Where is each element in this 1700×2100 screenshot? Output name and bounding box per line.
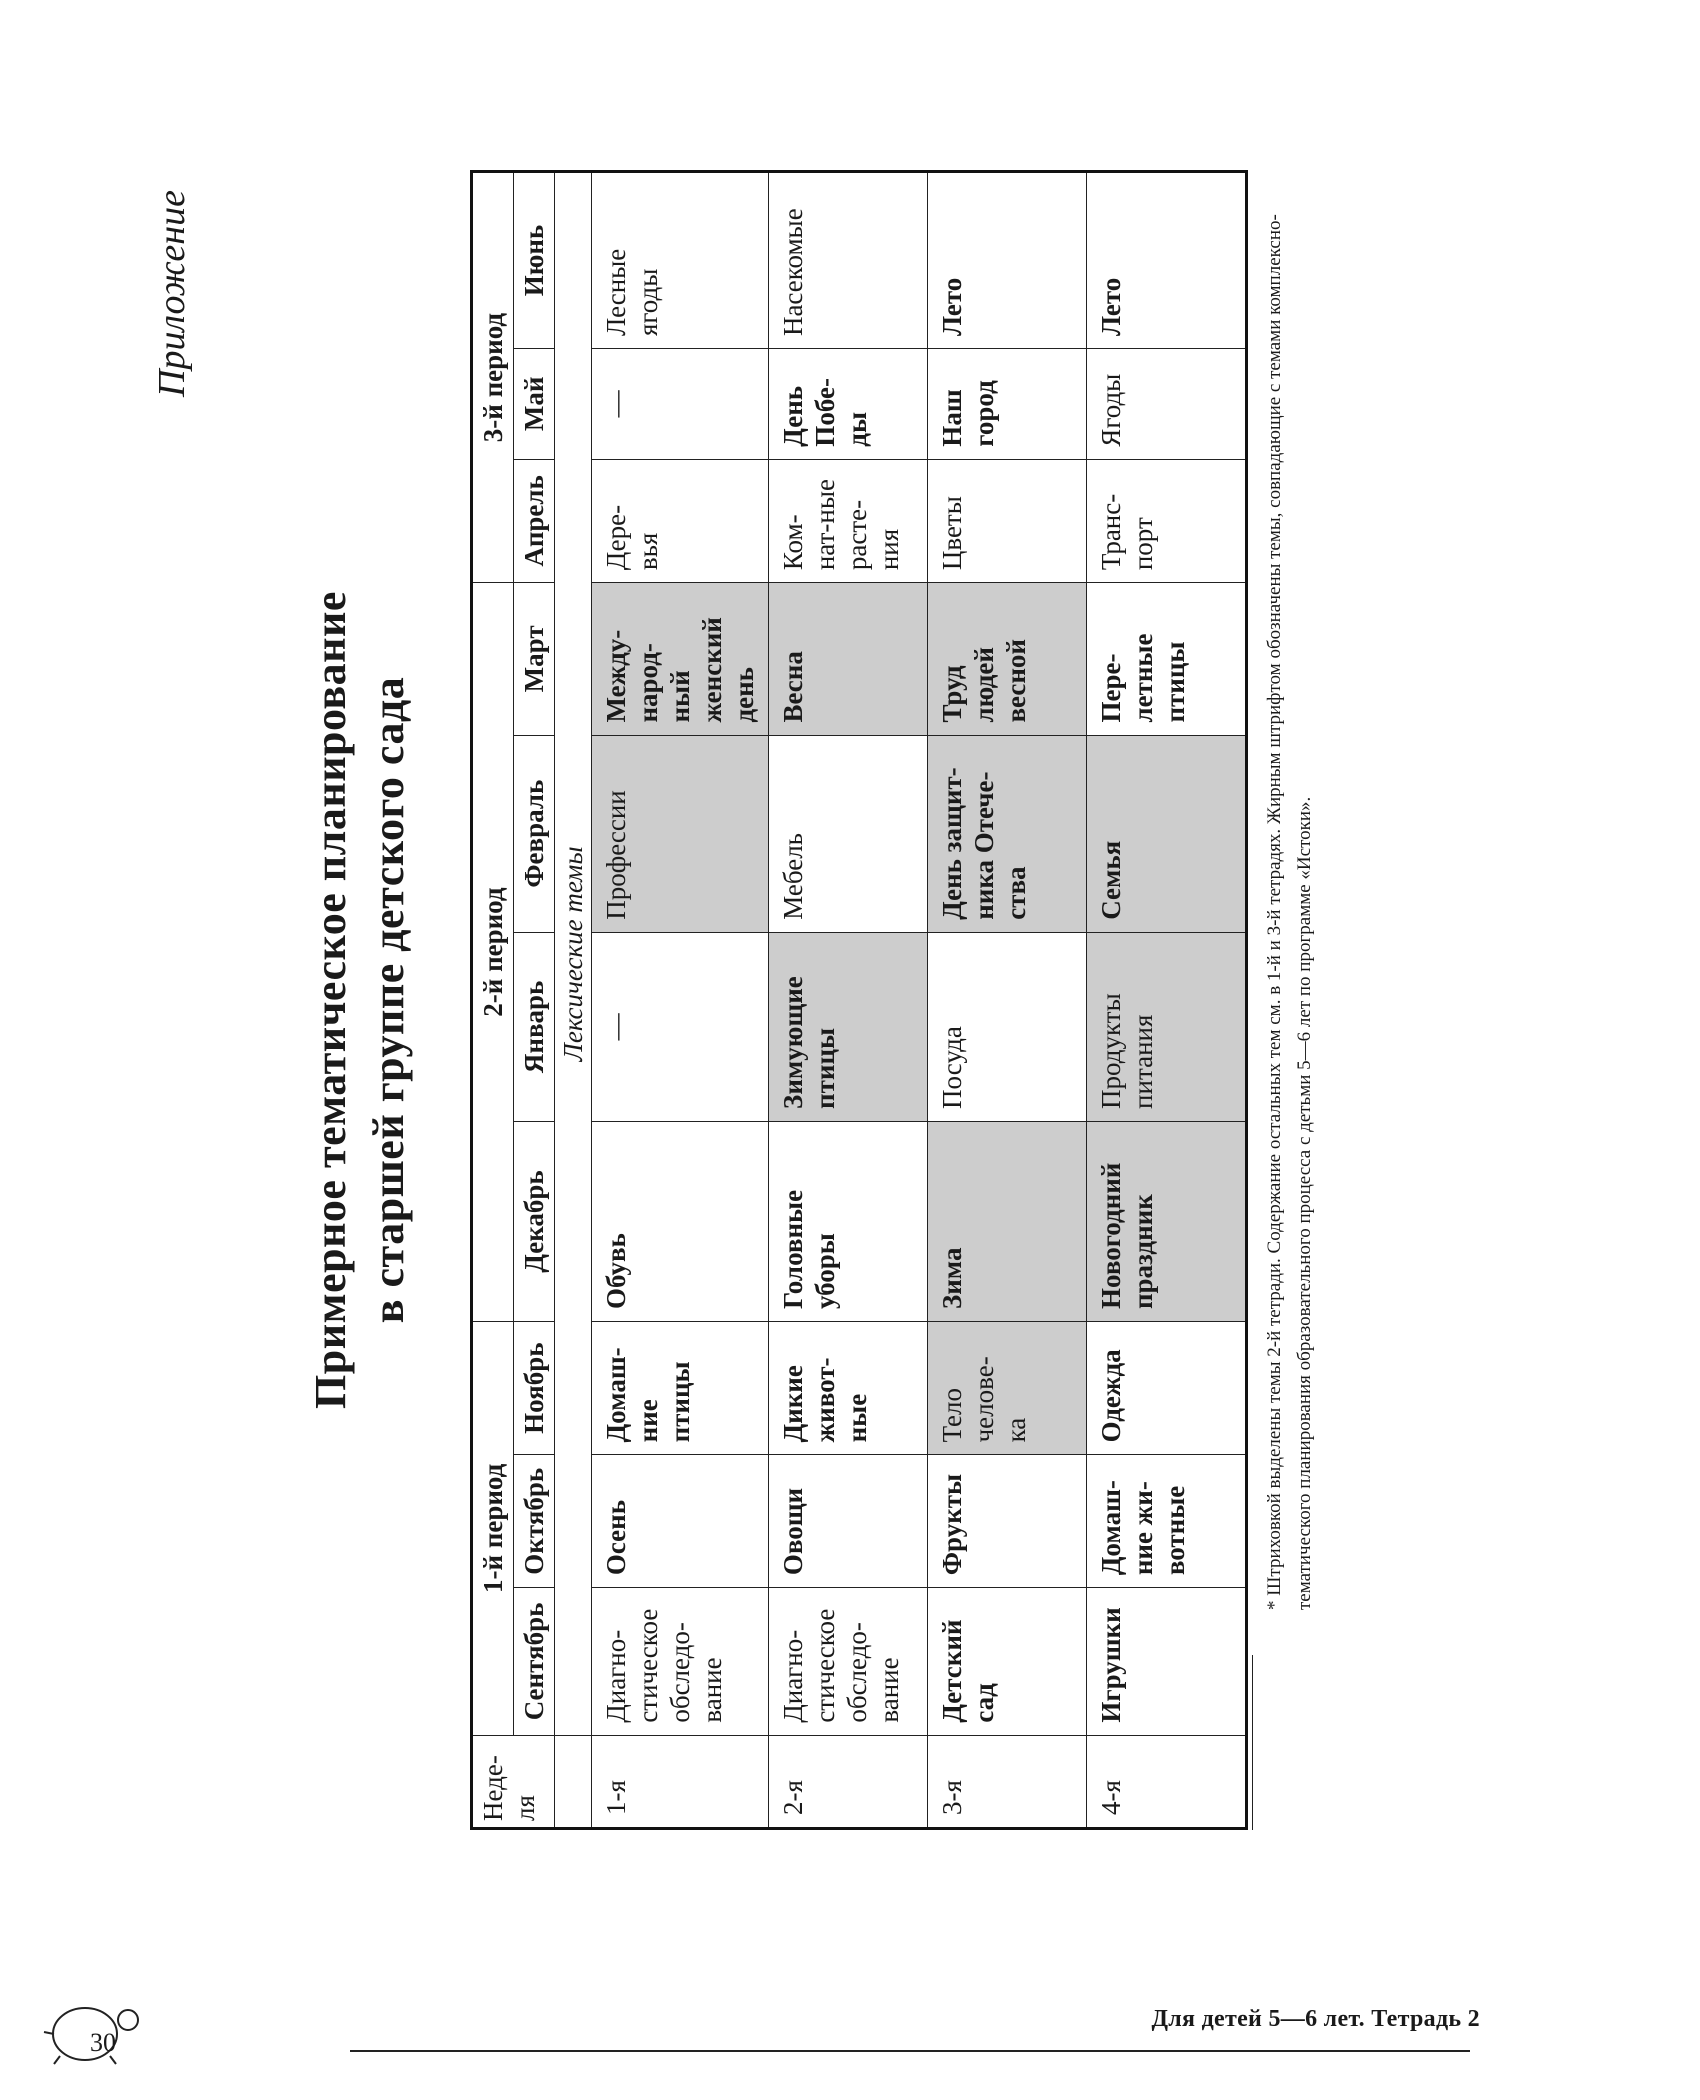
rotated-page-content <box>151 170 1500 1830</box>
table-cell: Домаш-ние птицы <box>592 1322 769 1455</box>
table-cell: Профессии <box>592 735 769 932</box>
table-cell: Цветы <box>928 459 1087 582</box>
table-cell: Осень <box>592 1455 769 1588</box>
month-header: Апрель <box>514 459 555 582</box>
table-cell: День Побе-ды <box>769 349 928 460</box>
table-cell: Ком-нат-ные расте-ния <box>769 459 928 582</box>
month-header: Октябрь <box>514 1455 555 1588</box>
table-cell: Насекомые <box>769 172 928 349</box>
table-cell: Игрушки <box>1087 1588 1247 1736</box>
footnote: * Штриховкой выделены темы 2-й тетради. Содержание остальных тем см. в 1-й и 3-й тетрадях. Жирным штрифтом обозначены темы, совпадающие с темами комплексно-тематического планирования образовательного процесса с детьми 5—6 лет по программе «Истоки». <box>1264 214 1315 1610</box>
month-header: Январь <box>514 932 555 1121</box>
table-cell: — <box>592 349 769 460</box>
table-row <box>1087 172 1247 1829</box>
table-cell: Лето <box>1087 172 1247 349</box>
table-cell: Домаш-ние жи-вотные <box>1087 1455 1247 1588</box>
table-cell: Дере-вья <box>592 459 769 582</box>
table-cell: Лесные ягоды <box>592 172 769 349</box>
table-cell: Пере-летные птицы <box>1087 583 1247 735</box>
page-title <box>302 230 418 1770</box>
table-cell: Наш город <box>928 349 1087 460</box>
table-cell: Одежда <box>1087 1322 1247 1455</box>
footer-rule <box>350 2050 1470 2052</box>
table-cell: Семья <box>1087 735 1247 932</box>
title-line-2: в старшей группе детского сада <box>364 676 413 1324</box>
page-footer <box>40 2006 1480 2070</box>
table-cell: Зимующие птицы <box>769 932 928 1121</box>
period-3-header: 3-й период <box>472 172 514 583</box>
table-cell: Новогодний праздник <box>1087 1121 1247 1321</box>
month-header: Июнь <box>514 172 555 349</box>
table-cell: Лето <box>928 172 1087 349</box>
footnote-rule <box>1252 1655 1253 1830</box>
lexical-themes-subheader: Лексические темы <box>555 172 592 1736</box>
month-header: Декабрь <box>514 1121 555 1321</box>
period-1-header: 1-й период <box>472 1322 514 1736</box>
table-cell: Диагно-стическое обследо-вание <box>769 1588 928 1736</box>
section-label: Приложение <box>151 190 193 397</box>
table-cell: Дикие живот-ные <box>769 1322 928 1455</box>
table-row <box>592 172 769 1829</box>
table-cell: Овощи <box>769 1455 928 1588</box>
week-header: Неде-ля <box>472 1735 555 1828</box>
table-cell: Диагно-стическое обследо-вание <box>592 1588 769 1736</box>
month-header: Март <box>514 583 555 735</box>
page-number: 30 <box>90 2028 116 2057</box>
month-header: Февраль <box>514 735 555 932</box>
table-cell: Мебель <box>769 735 928 932</box>
table-cell: Весна <box>769 583 928 735</box>
week-label: 4-я <box>1087 1735 1247 1828</box>
table-cell: Посуда <box>928 932 1087 1121</box>
period-2-header: 2-й период <box>472 583 514 1322</box>
table-cell: Транс-порт <box>1087 459 1247 582</box>
table-cell: Между-народ-ный женский день <box>592 583 769 735</box>
table-cell: Детский сад <box>928 1588 1087 1736</box>
week-label: 3-я <box>928 1735 1087 1828</box>
table-cell: Обувь <box>592 1121 769 1321</box>
week-label: 2-я <box>769 1735 928 1828</box>
table-cell: Продукты питания <box>1087 932 1247 1121</box>
table-cell: Тело челове-ка <box>928 1322 1087 1455</box>
table-cell: День защит-ника Отече-ства <box>928 735 1087 932</box>
table-row <box>769 172 928 1829</box>
week-label: 1-я <box>592 1735 769 1828</box>
table-cell: Головные уборы <box>769 1121 928 1321</box>
month-header: Сентябрь <box>514 1588 555 1736</box>
thematic-plan-table <box>470 170 1248 1830</box>
month-header: Май <box>514 349 555 460</box>
table-cell: Труд людей весной <box>928 583 1087 735</box>
table-cell: Фрукты <box>928 1455 1087 1588</box>
table-cell: Ягоды <box>1087 349 1247 460</box>
footer-caption: Для детей 5—6 лет. Тетрадь 2 <box>1151 2006 1480 2032</box>
month-header: Ноябрь <box>514 1322 555 1455</box>
title-line-1: Примерное тематическое планирование <box>306 591 355 1409</box>
table-cell: Зима <box>928 1121 1087 1321</box>
table-row <box>928 172 1087 1829</box>
table-cell: — <box>592 932 769 1121</box>
